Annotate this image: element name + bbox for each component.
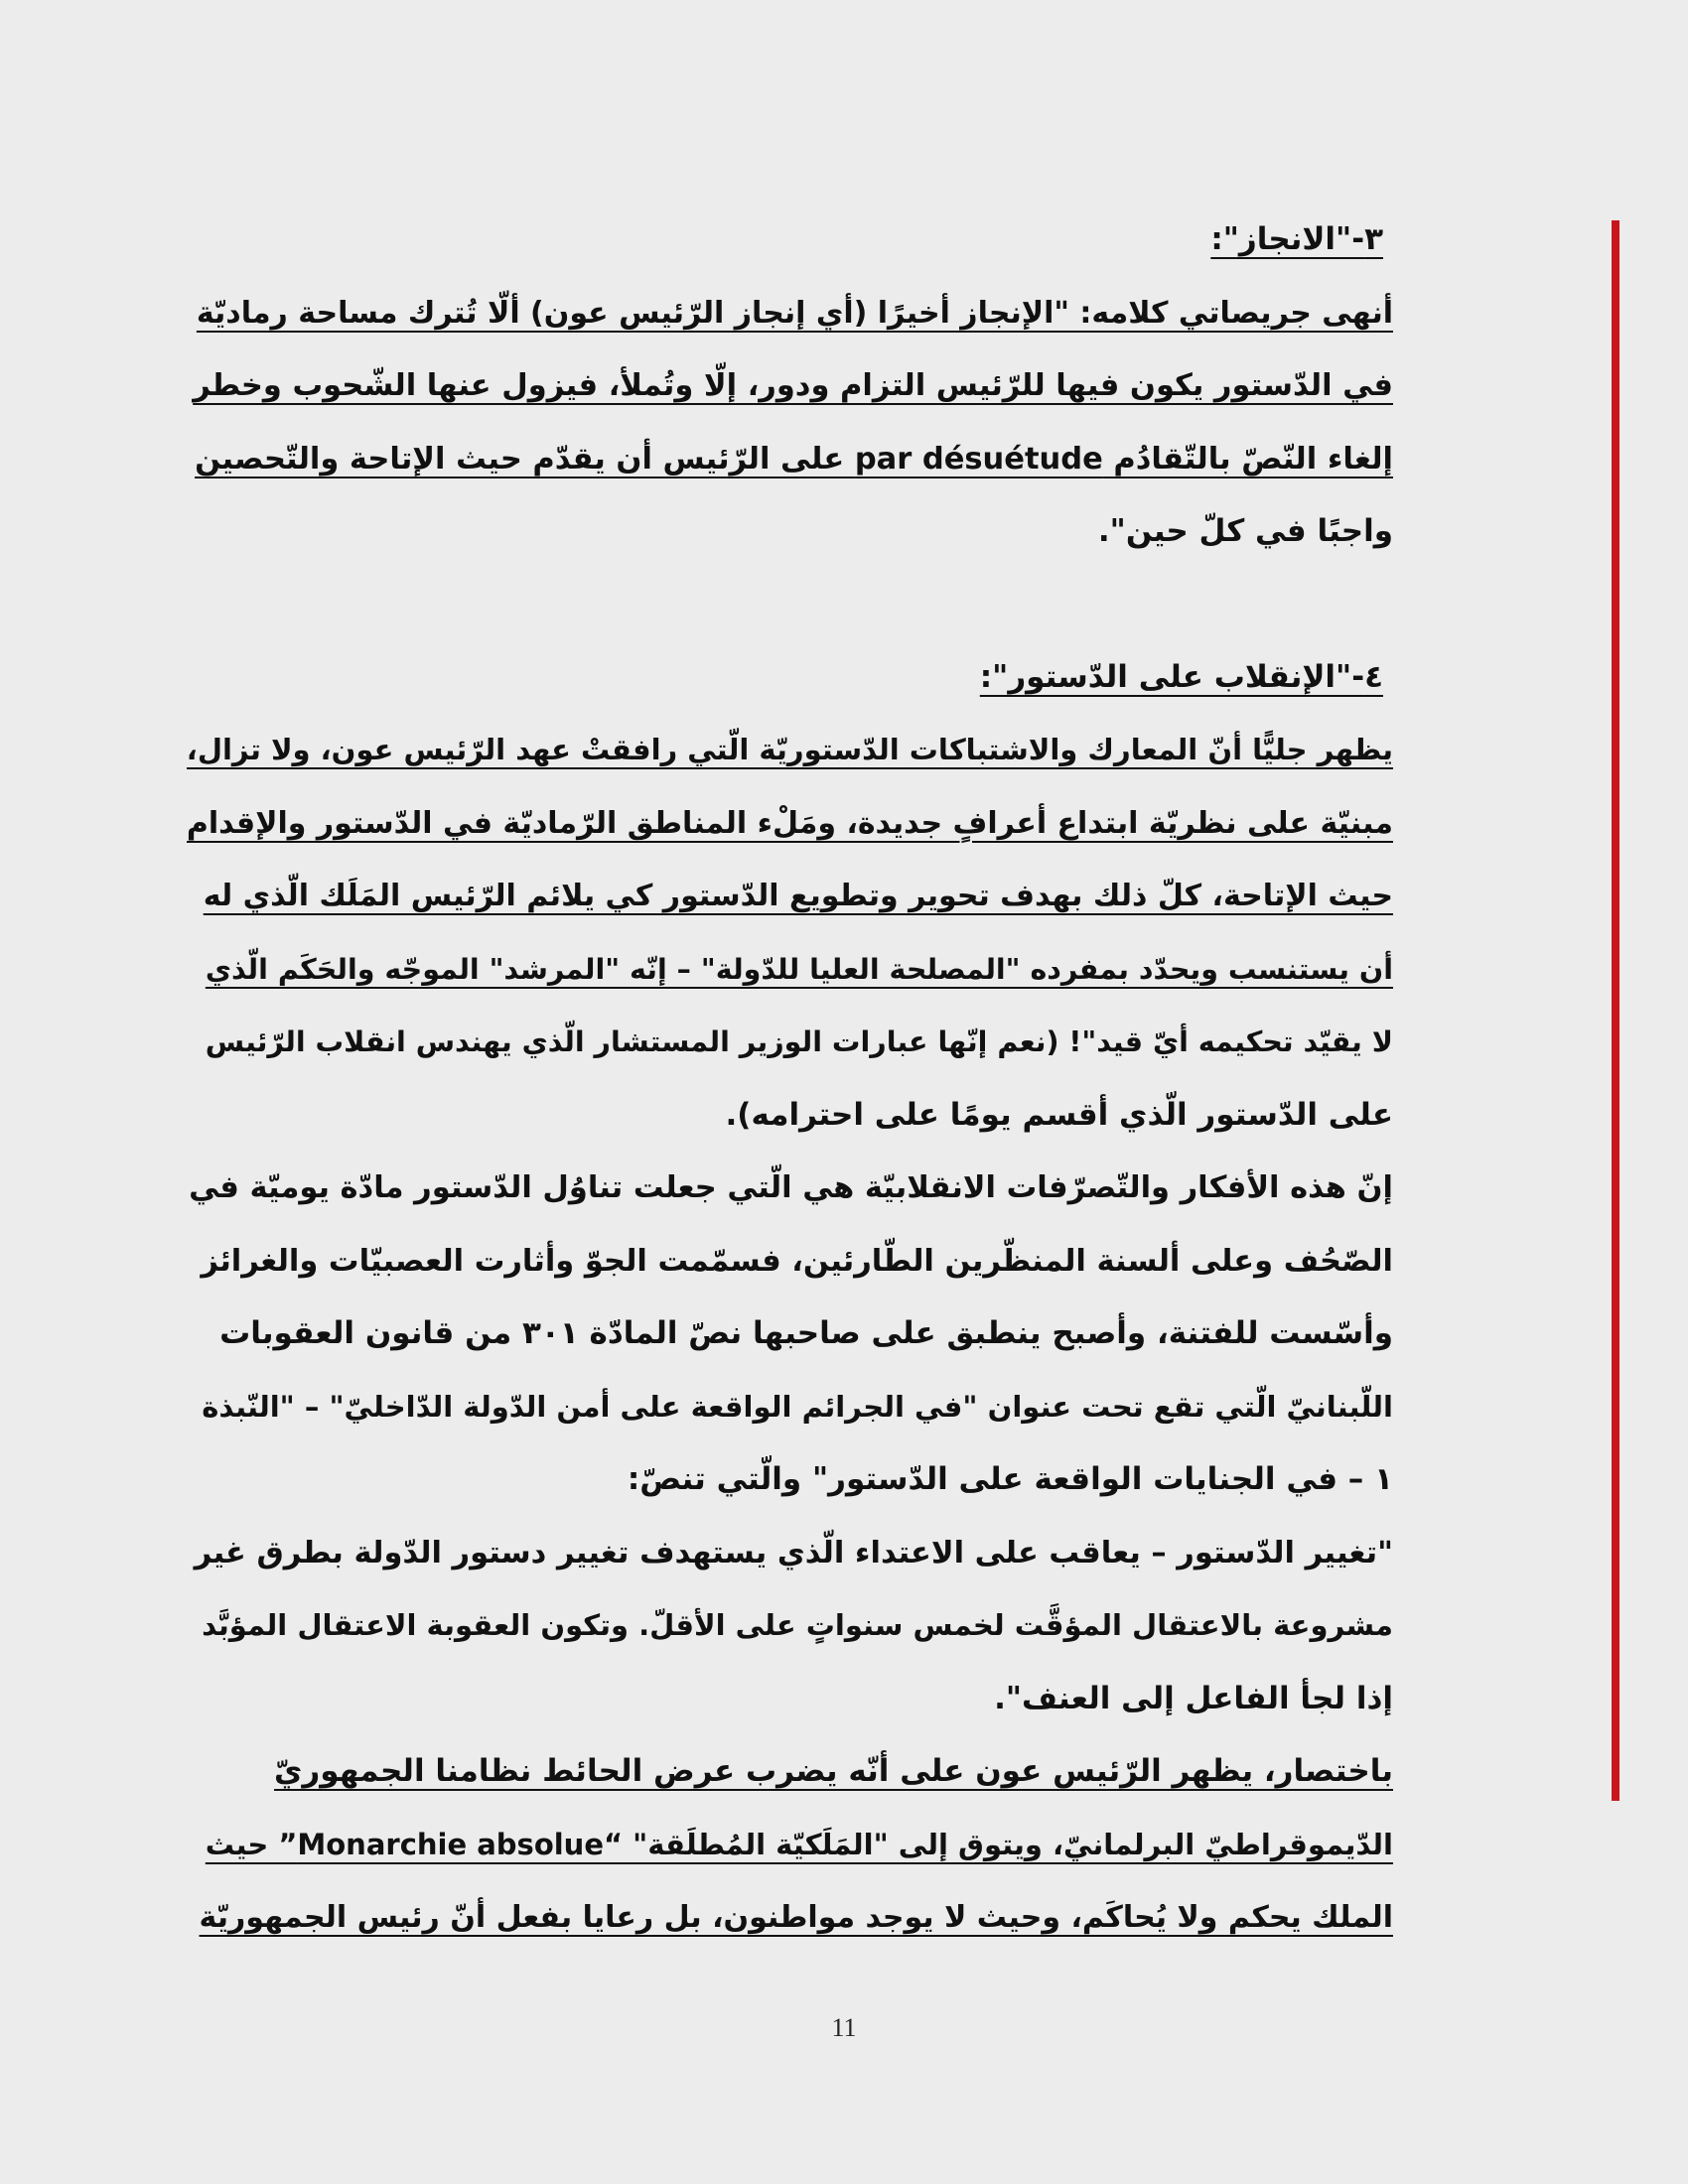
section-heading-achievement: ٣-"الانجاز": — [1210, 221, 1383, 257]
body-line: على الدّستور الّذي أقسم يومًا على احترامه). — [725, 1096, 1393, 1133]
body-line: يظهر جليًّا أنّ المعارك والاشتباكات الدّستوريّة الّتي رافقتْ عهد الرّئيس عون، ولا تزال، — [187, 733, 1393, 766]
body-line: باختصار، يظهر الرّئيس عون على أنّه يضرب عرض الحائط نظامنا الجمهوريّ — [274, 1753, 1393, 1789]
section-gap — [187, 569, 1393, 641]
body-line: لا يقيّد تحكيمه أيّ قيد"! (نعم إنّها عبارات الوزير المستشار الّذي يهندس انقلاب الرّئيس — [205, 1025, 1393, 1058]
body-line: واجبًا في كلّ حين". — [1097, 513, 1393, 549]
body-line: إلغاء النّصّ بالتّقادُم par désuétude على الرّئيس أن يقدّم حيث الإتاحة والتّحصين — [195, 441, 1393, 477]
quote-line: مشروعة بالاعتقال المؤقَّت لخمس سنواتٍ على الأقلّ. وتكون العقوبة الاعتقال المؤبَّد — [202, 1608, 1393, 1642]
body-line: في الدّستور يكون فيها للرّئيس التزام ودور، إلّا وتُملأ، فيزول عنها الشّحوب وخطر — [193, 368, 1393, 403]
quote-line: إذا لجأ الفاعل إلى العنف". — [994, 1680, 1393, 1716]
body-line: إنّ هذه الأفكار والتّصرّفات الانقلابيّة هي الّتي جعلت تناوُل الدّستور مادّة يوميّة في — [189, 1170, 1393, 1205]
page-number: 11 — [831, 2013, 857, 2042]
margin-red-bar — [1612, 220, 1619, 1801]
body-line: الدّيموقراطيّ البرلمانيّ، ويتوق إلى "المَلَكيّة المُطلَقة" “Monarchie absolue” حيث — [205, 1827, 1393, 1861]
body-line: وأسّست للفتنة، وأصبح ينطبق على صاحبها نصّ المادّة ٣٠١ من قانون العقوبات — [219, 1315, 1393, 1351]
body-line: أن يستنسب ويحدّد بمفرده "المصلحة العليا للدّولة" – إنّه "المرشد" الموجّه والحَكَم الّذي — [205, 952, 1393, 986]
page-body — [187, 204, 1393, 1955]
body-line: الملك يحكم ولا يُحاكَم، وحيث لا يوجد مواطنون، بل رعايا بفعل أنّ رئيس الجمهوريّة — [199, 1900, 1393, 1935]
section-heading-coup: ٤-"الإنقلاب على الدّستور": — [979, 658, 1383, 695]
body-line: ١ – في الجنايات الواقعة على الدّستور" والّتي تنصّ: — [627, 1461, 1393, 1497]
body-line: الصّحُف وعلى ألسنة المنظّرين الطّارئين، فسمّمت الجوّ وأثارت العصبيّات والغرائز — [201, 1243, 1393, 1279]
body-line: حيث الإتاحة، كلّ ذلك بهدف تحوير وتطويع الدّستور كي يلائم الرّئيس المَلَك الّذي له — [203, 879, 1393, 913]
body-line: أنهى جريصاتي كلامه: "الإنجاز أخيرًا (أي إنجاز الرّئيس عون) ألّا تُترك مساحة رماديّة — [196, 295, 1393, 331]
quote-line: "تغيير الدّستور – يعاقب على الاعتداء الّذي يستهدف تغيير دستور الدّولة بطرق غير — [194, 1535, 1393, 1570]
body-line: مبنيّة على نظريّة ابتداع أعرافٍ جديدة، ومَلْء المناطق الرّماديّة في الدّستور والإقدام — [187, 805, 1393, 841]
body-line: اللّبنانيّ الّتي تقع تحت عنوان "في الجرائم الواقعة على أمن الدّولة الدّاخليّ" – "النّبذة — [202, 1389, 1393, 1424]
